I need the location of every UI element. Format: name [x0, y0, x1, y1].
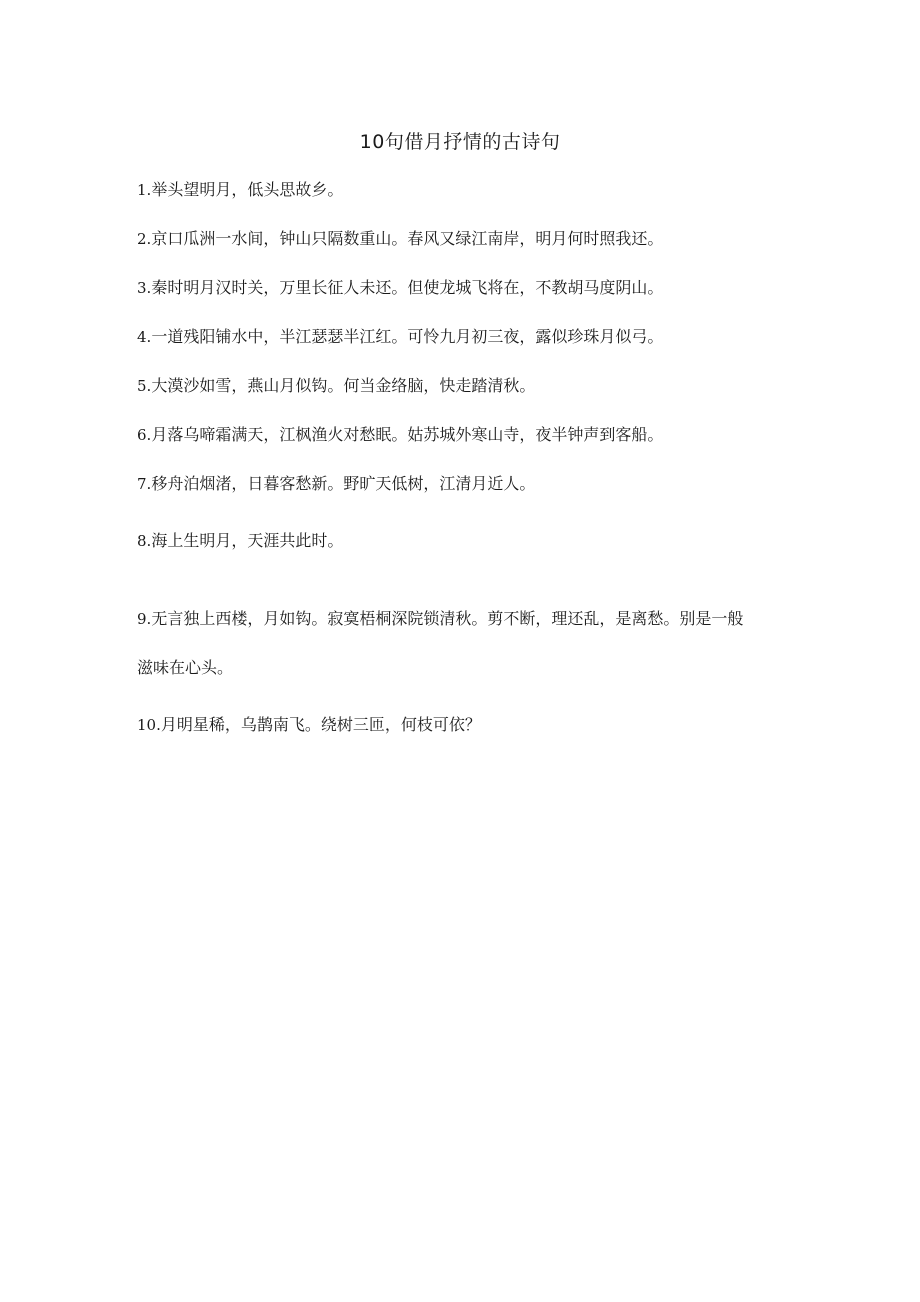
document-title: 10句借月抒情的古诗句 [359, 131, 561, 153]
poem-line-3 [137, 276, 797, 300]
poem-number: 6. [137, 426, 152, 444]
poem-line-7 [137, 472, 797, 496]
poem-text: 无言独上西楼，月如钩。寂寞梧桐深院锁清秋。剪不断，理还乱，是离愁。别是一般 [151, 609, 744, 628]
poem-text: 举头望明月，低头思故乡。 [151, 180, 344, 199]
poem-text: 月明星稀，乌鹊南飞。绕树三匝，何枝可依？ [160, 715, 481, 734]
poem-text: 京口瓜洲一水间，钟山只隔数重山。春风又绿江南岸，明月何时照我还。 [151, 229, 664, 248]
poem-number: 7. [137, 475, 152, 493]
poem-number: 10. [137, 716, 161, 734]
poem-line-9-continued [137, 656, 797, 680]
poem-number: 1. [137, 181, 152, 199]
poem-line-6 [137, 423, 797, 447]
poem-number: 9. [137, 610, 152, 628]
poem-text: 月落乌啼霜满天，江枫渔火对愁眠。姑苏城外寒山寺，夜半钟声到客船。 [151, 425, 664, 444]
poem-line-4 [137, 325, 797, 349]
poem-text: 大漠沙如雪，燕山月似钩。何当金络脑，快走踏清秋。 [151, 376, 536, 395]
poem-text: 一道残阳铺水中，半江瑟瑟半江红。可怜九月初三夜，露似珍珠月似弓。 [151, 327, 664, 346]
poem-text: 滋味在心头。 [137, 658, 234, 677]
poem-number: 8. [137, 532, 152, 550]
poem-number: 3. [137, 279, 152, 297]
poem-line-1 [137, 178, 797, 202]
poem-line-9 [137, 607, 797, 631]
poem-text: 海上生明月，天涯共此时。 [151, 531, 344, 550]
poem-line-5 [137, 374, 797, 398]
poem-text: 秦时明月汉时关，万里长征人未还。但使龙城飞将在，不教胡马度阴山。 [151, 278, 664, 297]
poem-number: 2. [137, 230, 152, 248]
poem-number: 5. [137, 377, 152, 395]
poem-number: 4. [137, 328, 152, 346]
poem-text: 移舟泊烟渚，日暮客愁新。野旷天低树，江清月近人。 [151, 474, 536, 493]
poem-line-8 [137, 529, 797, 553]
poem-line-10 [137, 713, 797, 737]
poem-line-2 [137, 227, 797, 251]
